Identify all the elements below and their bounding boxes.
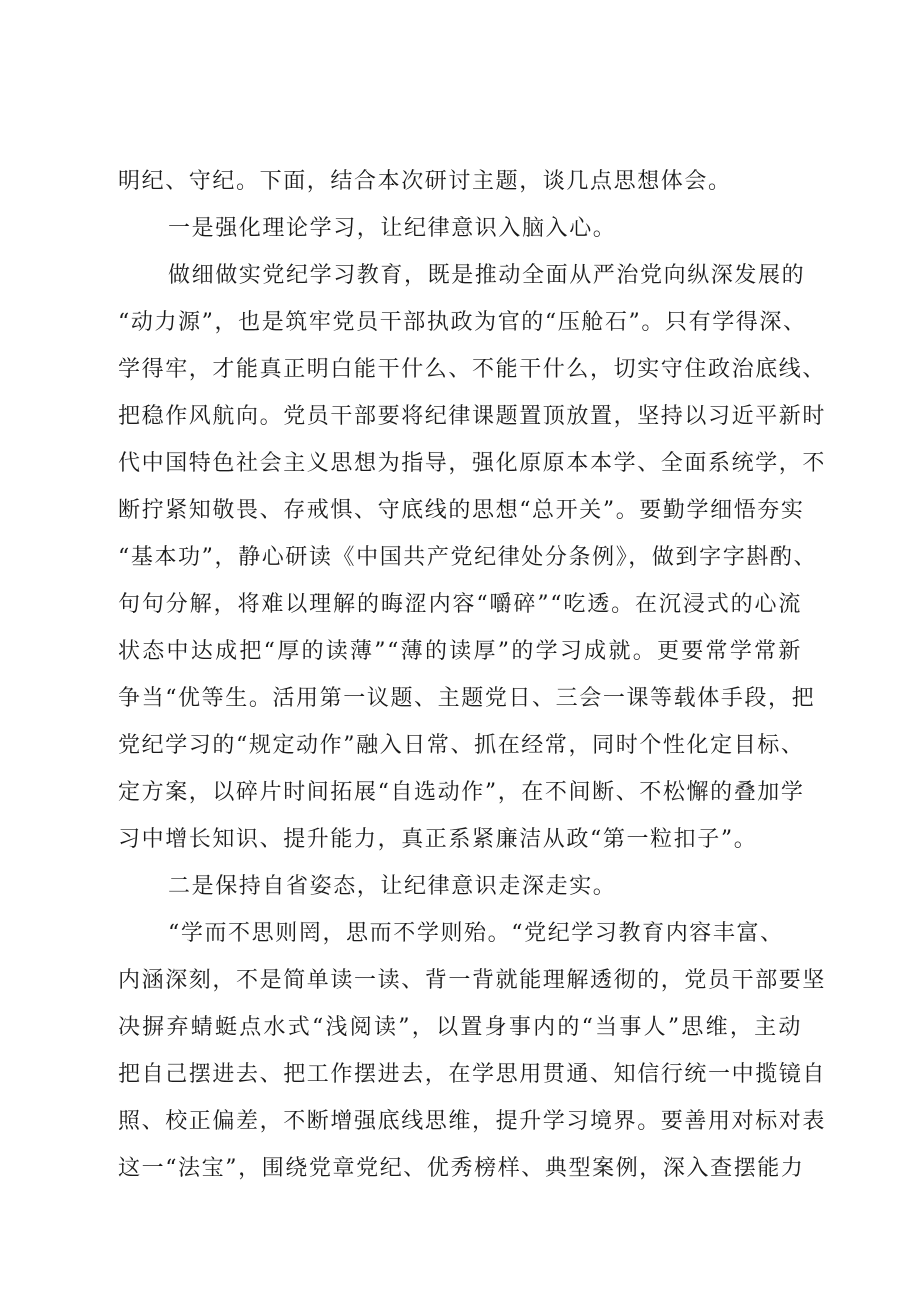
text-line: 党纪学习的“规定动作”融入日常、抓在经常，同时个性化定目标、 (118, 733, 805, 758)
section-heading-2: 二是保持自省姿态，让纪律意识走深走实。 (168, 874, 617, 899)
text-line: 这一“法宝”，围绕党章党纪、优秀榜样、典型案例，深入查摆能力 (118, 1156, 805, 1181)
section-heading-1: 一是强化理论学习，让纪律意识入脑入心。 (168, 216, 617, 241)
text-line: 把稳作风航向。党员干部要将纪律课题置顶放置，坚持以习近平新时 (118, 404, 827, 429)
text-line: 学得牢，才能真正明白能干什么、不能干什么，切实守住政治底线、 (118, 357, 827, 382)
text-line: 句句分解，将难以理解的晦涩内容“嚼碎”“吃透。在沉浸式的心流 (118, 592, 802, 617)
text-line: 断拧紧知敬畏、存戒惧、守底线的思想“总开关”。要勤学细悟夯实 (118, 498, 805, 523)
text-line: 决摒弃蜻蜓点水式“浅阅读”，以置身事内的“当事人”思维，主动 (118, 1015, 802, 1040)
text-line: 明纪、守纪。下面，结合本次研讨主题，谈几点思想体会。 (118, 169, 732, 194)
text-line: 习中增长知识、提升能力，真正系紧廉洁从政“第一粒扣子”。 (118, 827, 758, 852)
text-line: 定方案，以碎片时间拓展“自选动作”，在不间断、不松懈的叠加学 (118, 780, 805, 805)
text-line: 做细做实党纪学习教育，既是推动全面从严治党向纵深发展的 (168, 263, 806, 288)
text-line: 把自己摆进去、把工作摆进去，在学思用贯通、知信行统一中揽镜自 (118, 1062, 827, 1087)
text-line: “基本功”，静心研读《中国共产党纪律处分条例》，做到字字斟酌、 (118, 545, 818, 570)
text-line: 照、校正偏差，不断增强底线思维，提升学习境界。要善用对标对表 (118, 1109, 827, 1134)
text-line: 代中国特色社会主义思想为指导，强化原原本本学、全面系统学，不 (118, 451, 827, 476)
text-line: 状态中达成把“厚的读薄”“薄的读厚”的学习成就。更要常学常新 (118, 639, 802, 664)
text-line: 争当“优等生。活用第一议题、主题党日、三会一课等载体手段，把 (118, 686, 816, 711)
document-body (118, 158, 827, 1192)
text-line: “动力源”，也是筑牢党员干部执政为官的“压舱石”。只有学得深、 (118, 310, 807, 335)
text-line: “学而不思则罔，思而不学则殆。“党纪学习教育内容丰富、 (168, 921, 784, 946)
text-line: 内涵深刻，不是简单读一读、背一背就能理解透彻的，党员干部要坚 (118, 968, 827, 993)
